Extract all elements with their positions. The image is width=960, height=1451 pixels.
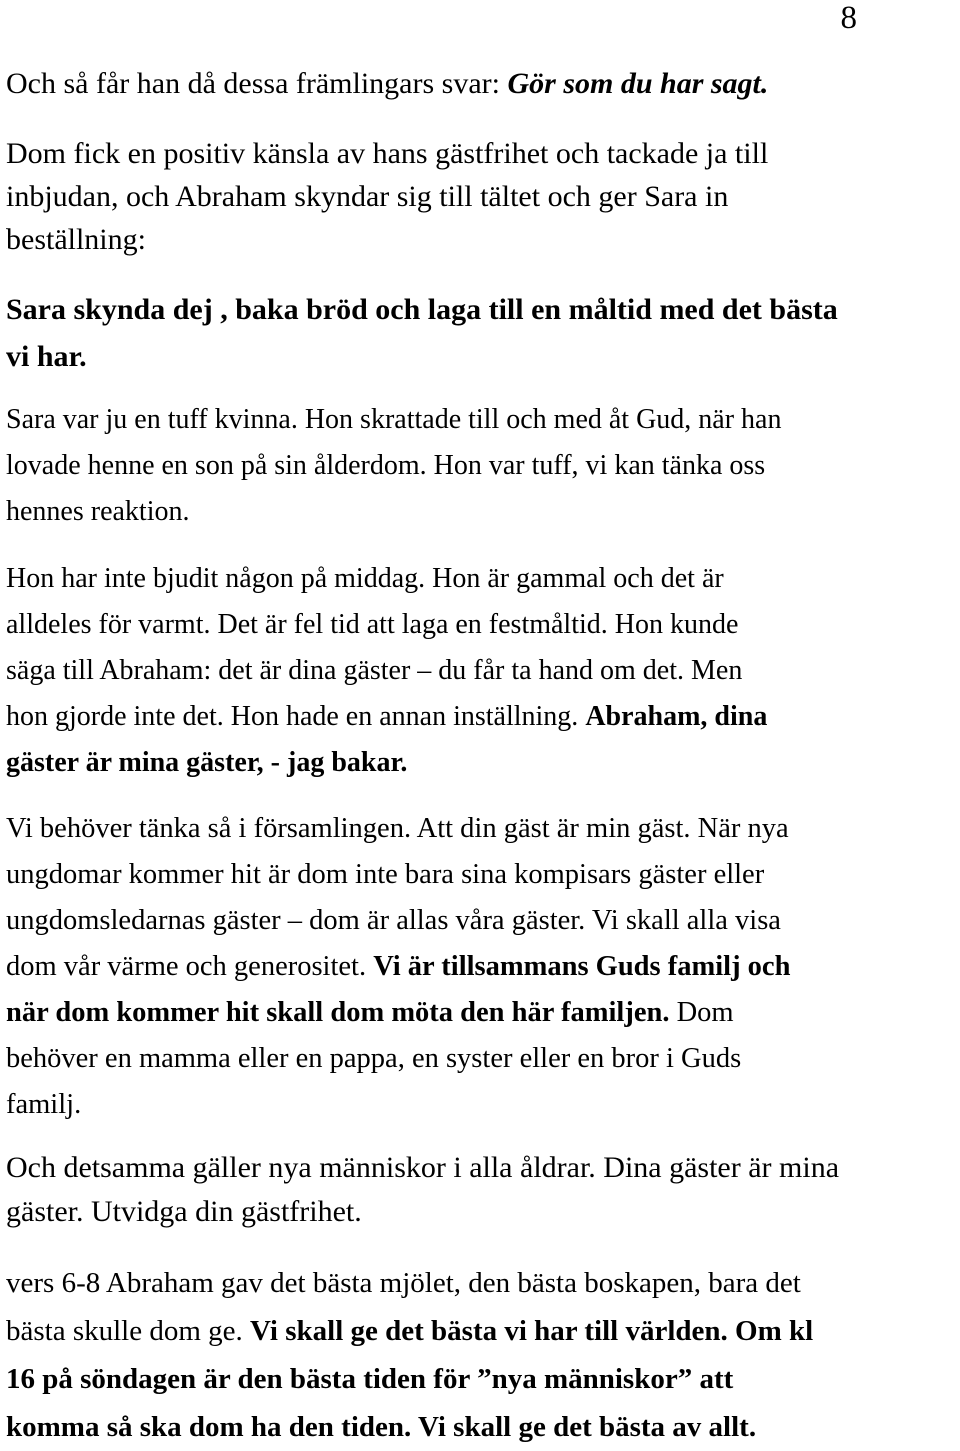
- text-line: vers 6-8 Abraham gav det bästa mjölet, den bästa boskapen, bara det: [6, 1267, 801, 1299]
- page-number: 8: [840, 0, 857, 36]
- bold-text-run: när dom kommer hit skall dom möta den här familjen.: [6, 997, 670, 1028]
- text-line: 16 på söndagen är den bästa tiden för ”nya människor” att: [6, 1363, 734, 1395]
- text-line: beställning:: [6, 223, 146, 256]
- paragraph-3: [6, 397, 960, 535]
- text-run: dom vår värme och generositet.: [6, 951, 374, 982]
- text-line: familj.: [6, 1089, 82, 1120]
- text-run: Dom: [669, 997, 734, 1028]
- text-line: [6, 694, 960, 740]
- text-line: gäster. Utvidga din gästfrihet.: [6, 1195, 362, 1228]
- text-line: alldeles för varmt. Det är fel tid att laga en festmåltid. Hon kunde: [6, 609, 739, 640]
- text-line: Dom fick en positiv känsla av hans gästfrihet och tackade ja till: [6, 137, 769, 170]
- text-run: hon gjorde inte det. Hon hade en annan inställning.: [6, 701, 586, 732]
- text-line: säga till Abraham: det är dina gäster – du får ta hand om det. Men: [6, 655, 743, 686]
- paragraph-1: [6, 132, 960, 261]
- text-line: vi har.: [6, 340, 87, 373]
- bold-text-run: Vi skall ge det bästa vi har till världen. Om kl: [250, 1315, 814, 1347]
- text-run: bästa skulle dom ge.: [6, 1315, 251, 1347]
- text-line: [6, 990, 960, 1036]
- bold-text-run: Abraham, dina: [585, 701, 768, 732]
- text-line: gäster är mina gäster, - jag bakar.: [6, 747, 408, 778]
- paragraph-intro: [6, 62, 960, 106]
- text-line: Vi behöver tänka så i församlingen. Att din gäst är min gäst. När nya: [6, 813, 789, 844]
- paragraph-7: [6, 1259, 960, 1451]
- text-line: behöver en mamma eller en pappa, en syster eller en bror i Guds: [6, 1043, 742, 1074]
- paragraph-2: [6, 286, 960, 380]
- text-line: ungdomsledarnas gäster – dom är allas våra gäster. Vi skall alla visa: [6, 905, 781, 936]
- paragraph-5: [6, 806, 960, 1128]
- text-line: ungdomar kommer hit är dom inte bara sina kompisars gäster eller: [6, 859, 765, 890]
- paragraph-6: [6, 1146, 960, 1234]
- text-line: Och detsamma gäller nya människor i alla åldrar. Dina gäster är mina: [6, 1151, 840, 1184]
- bold-text-run: Vi är tillsammans Guds familj och: [373, 951, 791, 982]
- text-line: Sara skynda dej , baka bröd och laga till en måltid med det bästa: [6, 293, 838, 326]
- intro-emphasis: Gör som du har sagt.: [507, 67, 769, 100]
- text-line: [6, 1307, 960, 1355]
- text-line: lovade henne en son på sin ålderdom. Hon var tuff, vi kan tänka oss: [6, 450, 766, 481]
- text-line: Sara var ju en tuff kvinna. Hon skrattade till och med åt Gud, när han: [6, 404, 782, 435]
- text-line: komma så ska dom ha den tiden. Vi skall ge det bästa av allt.: [6, 1411, 757, 1443]
- text-line: inbjudan, och Abraham skyndar sig till tältet och ger Sara in: [6, 180, 729, 213]
- paragraph-4: [6, 556, 960, 786]
- text-line: Hon har inte bjudit någon på middag. Hon är gammal och det är: [6, 563, 724, 594]
- intro-text: Och så får han då dessa främlingars svar:: [6, 67, 508, 100]
- text-line: hennes reaktion.: [6, 496, 190, 527]
- text-line: [6, 944, 960, 990]
